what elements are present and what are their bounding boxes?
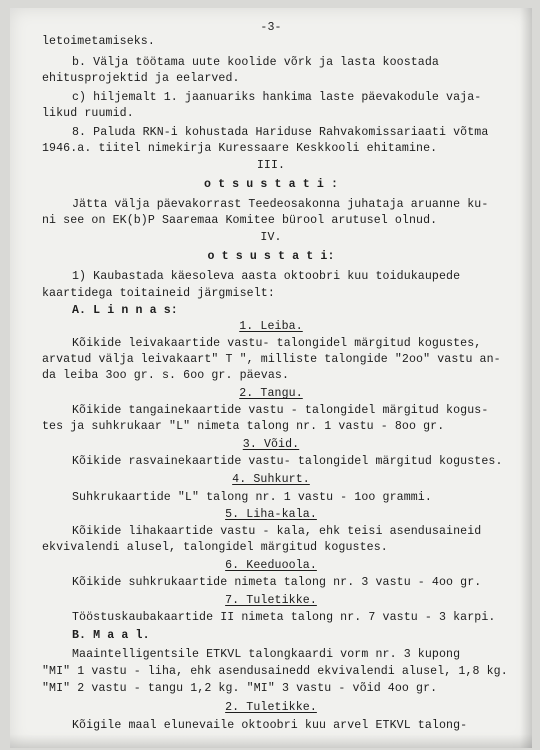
text-line: 1946.a. tiitel nimekirja Kuressaare Keskkooli ehitamine. (42, 142, 438, 155)
text-line: kaartidega toitaineid järgmiselt: (42, 287, 275, 300)
text-line: da leiba 3oo gr. s. 6oo gr. päevas. (42, 369, 290, 382)
section-heading-iv: IV. (260, 231, 282, 244)
text-line: Suhkrukaartide "L" talong nr. 1 vastu - 1oo grammi. (72, 491, 432, 504)
text-line: likud ruumid. (42, 107, 134, 120)
item-heading: 2. Tuletikke. (225, 701, 317, 714)
text-line: Jätta välja päevakorrast Teedeosakonna juhataja aruanne ku- (72, 198, 489, 211)
text-line: ekvivalendi alusel, talongidel märgitud kogustes. (42, 541, 388, 554)
text-line: Kõikide lihakaartide vastu - kala, ehk teisi asendusaineid (72, 525, 482, 538)
document-photo (10, 8, 532, 748)
text-line: c) hiljemalt 1. jaanuariks hankima laste päevakodule vaja- (72, 91, 482, 104)
item-heading: 6. Keeduoola. (225, 559, 317, 572)
text-line: "MI" 1 vastu - liha, ehk asendusainedd ekvivalendi alusel, 1,8 kg. (42, 665, 508, 678)
text-line: Kõikide leivakaartide vastu- talongidel märgitud kogustes, (72, 337, 482, 350)
text-line: Kõigile maal elunevaile oktoobri kuu arvel ETKVL talong- (72, 719, 468, 732)
text-line: Kõikide suhkrukaartide nimeta talong nr. 3 vastu - 4oo gr. (72, 576, 482, 589)
text-line: Maaintelligentsile ETKVL talongkaardi vorm nr. 3 kupong (72, 648, 461, 661)
text-line: arvatud välja leivakaart" T ", milliste talongide "2oo" vastu an- (42, 353, 501, 366)
text-line: b. Välja töötama uute koolide võrk ja lasta koostada (72, 56, 439, 69)
resolution-heading: o t s u s t a t i : (203, 178, 339, 191)
text-line: "MI" 2 vastu - tangu 1,2 kg. "MI" 3 vastu - võid 4oo gr. (42, 682, 438, 695)
photo-edge-shadow (520, 8, 532, 748)
text-line: Tööstuskaubakaartide II nimeta talong nr. 7 vastu - 3 karpi. (72, 611, 496, 624)
text-line: Kõikide rasvainekaartide vastu- talongidel märgitud kogustes. (72, 455, 503, 468)
item-heading: 2. Tangu. (239, 387, 303, 400)
text-line: 8. Paluda RKN-i kohustada Hariduse Rahvakomissariaati võtma (72, 126, 489, 139)
item-heading: 4. Suhkurt. (232, 473, 310, 486)
subsection-heading: B. M a a l. (72, 629, 150, 642)
item-heading: 5. Liha-kala. (225, 508, 317, 521)
item-heading: 1. Leiba. (239, 320, 303, 333)
text-line: ni see on EK(b)P Saaremaa Komitee bürool arutusel olnud. (42, 214, 438, 227)
resolution-heading: o t s u s t a t i: (207, 250, 335, 263)
text-line: Kõikide tangainekaartide vastu - talongidel märgitud kogus- (72, 404, 489, 417)
item-heading: 3. Võid. (242, 438, 300, 451)
subsection-heading: A. L i n n a s: (72, 304, 178, 317)
item-heading: 7. Tuletikke. (225, 594, 317, 607)
text-line: tes ja suhkrukaar "L" nimeta talong nr. 1 vastu - 8oo gr. (42, 420, 445, 433)
photo-edge-shadow (10, 734, 532, 748)
section-heading-iii: III. (256, 159, 286, 172)
text-line: ehitusprojektid ja eelarved. (42, 72, 240, 85)
text-line: letoimetamiseks. (42, 35, 155, 48)
page-number: -3- (260, 21, 282, 34)
text-line: 1) Kaubastada käesoleva aasta oktoobri kuu toidukaupede (72, 270, 461, 283)
